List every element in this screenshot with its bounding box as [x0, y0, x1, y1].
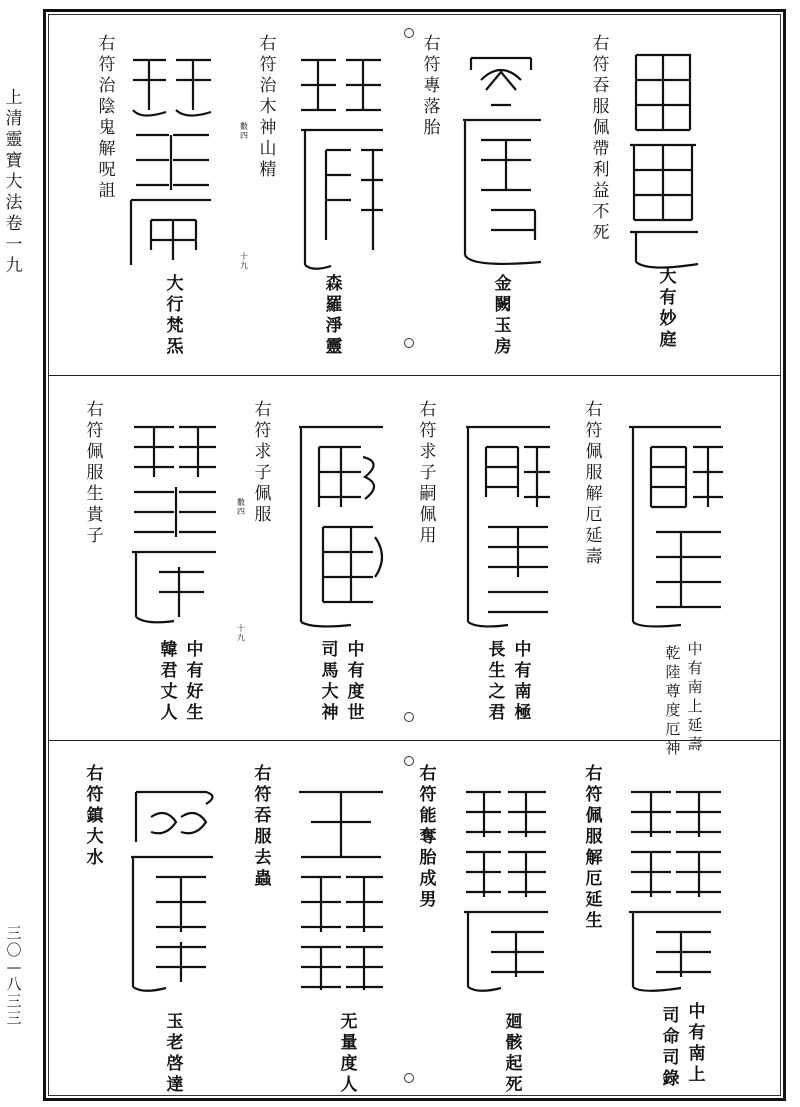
deity-name-p1c1: 大有妙庭: [659, 267, 677, 350]
panel-divider: [49, 375, 780, 376]
talisman-field-grid: [456, 782, 556, 997]
page-frame: [43, 9, 786, 1101]
circle-mark: [404, 28, 414, 38]
caption-p2c3: 右符求子佩服: [254, 400, 272, 525]
deity-name-p3c2: 廻骸起死: [505, 1012, 523, 1095]
talisman-stacked-grid: [621, 417, 731, 632]
caption-p1c2: 右符專落胎: [423, 34, 441, 138]
note-p2c3-a: 數四: [237, 498, 245, 516]
talisman-hook-tower: [121, 782, 221, 997]
caption-p1c1: 右符吞服佩帶利益不死: [592, 34, 610, 243]
caption-p3c4: 右符鎮大水: [86, 764, 104, 868]
deity-name-p2c1-a: 中有南上延壽: [687, 640, 703, 753]
note-p2c3-b: 十九: [237, 624, 245, 642]
deity-name-p3c3: 无量度人: [340, 1012, 358, 1095]
deity-name-p3c1-a: 中有南上: [688, 1002, 706, 1085]
deity-name-p3c4: 玉老啓達: [166, 1012, 184, 1095]
talisman-double-horn: [121, 50, 221, 275]
talisman-mountain-house: [451, 50, 551, 275]
talisman-field-tower: [621, 782, 731, 997]
caption-p1c4: 右符治陰鬼解呪詛: [98, 34, 116, 201]
note-p1c3-b: 十九: [240, 252, 248, 270]
deity-name-p1c3: 森羅淨靈: [325, 274, 343, 357]
circle-mark: [404, 1073, 414, 1083]
circle-mark: [404, 756, 414, 766]
deity-name-p2c2-a: 中有南極: [514, 640, 532, 723]
talisman-field-mound: [124, 417, 224, 632]
caption-p3c2: 右符能奪胎成男: [419, 764, 437, 910]
deity-name-p1c2: 金闕玉房: [494, 274, 512, 357]
deity-name-p2c4-b: 韓君丈人: [160, 640, 178, 723]
caption-p3c1: 右符佩服解厄延生: [585, 764, 603, 931]
deity-name-p2c3-b: 司馬大神: [321, 640, 339, 723]
caption-p3c3: 右符吞服去蟲: [254, 764, 272, 889]
circle-mark: [404, 338, 414, 348]
deity-name-p1c4: 大行梵炁: [166, 274, 184, 357]
note-p1c3-a: 數四: [240, 122, 248, 140]
talisman-king-field: [291, 782, 391, 997]
talisman-curl-house: [291, 417, 391, 632]
deity-name-p2c1-b: 乾陸尊度厄神: [665, 644, 681, 757]
circle-mark: [404, 712, 414, 722]
caption-p2c2: 右符求子嗣佩用: [419, 400, 437, 546]
deity-name-p3c1-b: 司命司錄: [662, 1006, 680, 1089]
talisman-sun-tablet: [618, 50, 708, 275]
caption-p2c1: 右符佩服解厄延壽: [585, 400, 603, 567]
talisman-king-deer: [291, 50, 391, 275]
deity-name-p2c3-a: 中有度世: [347, 640, 365, 723]
talisman-stacked-field: [458, 417, 558, 632]
deity-name-p2c4-a: 中有好生: [186, 640, 204, 723]
caption-p1c3: 右符治木神山精: [259, 34, 277, 180]
deity-name-p2c2-b: 長生之君: [488, 640, 506, 723]
book-title-margin: 上清靈寶大法 卷一九: [5, 88, 23, 276]
caption-p2c4: 右符佩服生貴子: [86, 400, 104, 546]
page-number-margin: 三〇—八三三: [6, 924, 22, 1027]
